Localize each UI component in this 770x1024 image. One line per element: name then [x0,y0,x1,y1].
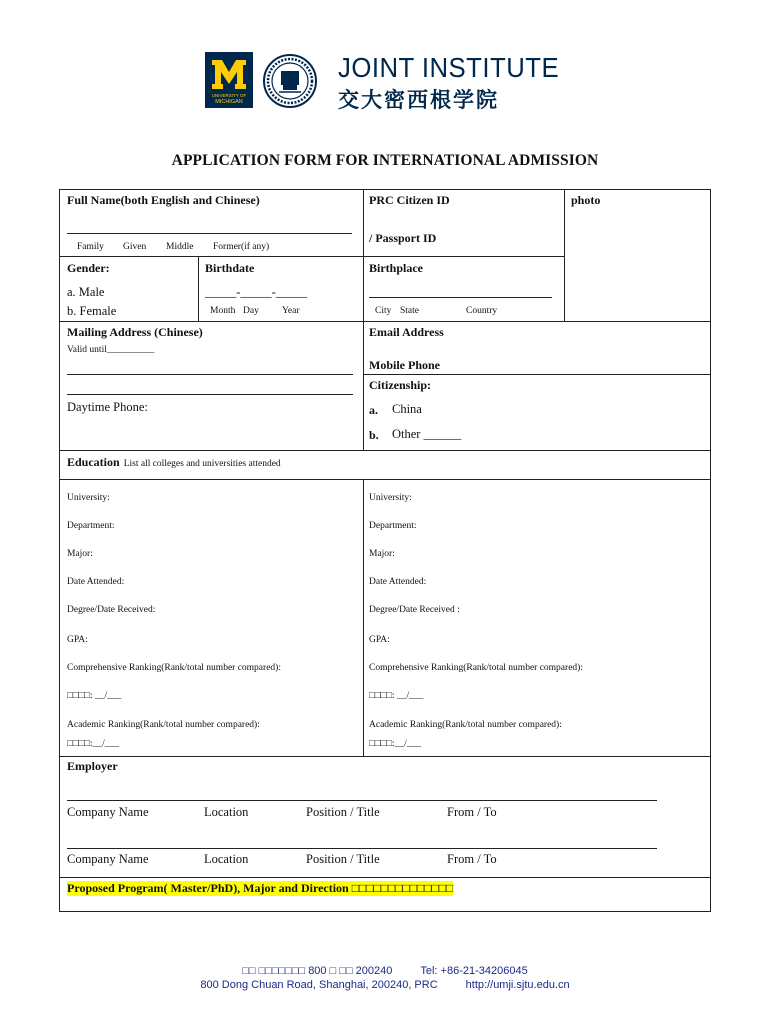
birthdate-field[interactable]: _____-_____-_____ [205,285,308,299]
full-name-label: Full Name(both English and Chinese) [67,193,260,207]
edu-right-major[interactable]: Major: [369,549,395,559]
proposed-program-label[interactable]: Proposed Program( Master/PhD), Major and Direction □□□□□□□□□□□□□□ [67,881,454,895]
employer-2-location: Location [204,852,249,866]
daytime-phone-label: Daytime Phone: [67,400,148,414]
employer-1-location: Location [204,805,249,819]
valid-until-label: Valid until__________ [67,345,155,355]
employer-label: Employer [67,759,118,773]
birthplace-sub-city: City [375,306,392,316]
edu-left-university[interactable]: University: [67,493,110,503]
employer-2-from-to: From / To [447,852,497,866]
education-label: Education [67,455,120,469]
birthdate-sub-month: Month [210,306,236,316]
edu-right-rank-2[interactable]: □□□□:__/___ [369,739,421,749]
employer-1-position: Position / Title [306,805,380,819]
edu-right-comprehensive-ranking[interactable]: Comprehensive Ranking(Rank/total number compared): [369,663,583,673]
svg-text:UNIVERSITY OF: UNIVERSITY OF [211,93,247,98]
birthplace-sub-state: State [400,306,419,316]
svg-text:MICHIGAN: MICHIGAN [215,99,243,105]
prc-citizen-id-label: PRC Citizen ID [369,193,450,207]
sjtu-seal-logo [263,54,317,108]
edu-right-rank-1[interactable]: □□□□: __/___ [369,691,424,701]
photo-label: photo [571,193,601,207]
citizenship-label: Citizenship: [369,378,432,392]
citizenship-option-other[interactable]: Other ______ [392,427,462,441]
mobile-phone-label: Mobile Phone [369,358,440,372]
employer-2-company-name: Company Name [67,852,149,866]
mailing-address-line-1[interactable] [67,374,353,375]
edu-left-rank-2[interactable]: □□□□:__/___ [67,739,119,749]
mailing-address-label: Mailing Address (Chinese) [67,325,203,339]
edu-right-department[interactable]: Department: [369,521,417,531]
employer-line-1[interactable] [67,800,657,801]
gender-option-female[interactable]: b. Female [67,304,117,318]
edu-right-gpa[interactable]: GPA: [369,635,390,645]
birthplace-sub-country: Country [466,306,498,316]
edu-left-date-attended[interactable]: Date Attended: [67,577,125,587]
footer-tel: Tel: +86-21-34206045 [420,965,528,977]
edu-right-degree[interactable]: Degree/Date Received : [369,605,460,615]
gender-label: Gender: [67,261,110,275]
joint-institute-chinese-title: 交大密西根学院 [338,88,499,112]
citizenship-a-mark: a. [369,403,378,417]
citizenship-option-china[interactable]: China [392,402,422,416]
edu-right-academic-ranking[interactable]: Academic Ranking(Rank/total number compared): [369,720,562,730]
employer-line-2[interactable] [67,848,657,849]
edu-left-academic-ranking[interactable]: Academic Ranking(Rank/total number compared): [67,720,260,730]
mailing-address-line-2[interactable] [67,394,353,395]
footer-cn-address: □□ □□□□□□□ 800 □ □□ 200240 [242,965,393,977]
name-sub-given: Given [123,242,147,252]
edu-left-department[interactable]: Department: [67,521,115,531]
footer-line-1 [0,965,770,977]
employer-2-position: Position / Title [306,852,380,866]
edu-left-degree[interactable]: Degree/Date Received: [67,605,156,615]
employer-1-from-to: From / To [447,805,497,819]
edu-left-gpa[interactable]: GPA: [67,635,88,645]
name-sub-middle: Middle [166,242,194,252]
birthdate-label: Birthdate [205,261,255,275]
birthplace-label: Birthplace [369,261,423,275]
edu-right-date-attended[interactable]: Date Attended: [369,577,427,587]
education-header [67,453,281,471]
citizenship-b-mark: b. [369,428,379,442]
employer-1-company-name: Company Name [67,805,149,819]
footer-url[interactable]: http://umji.sjtu.edu.cn [465,979,570,991]
birthdate-sub-day: Day [243,306,259,316]
university-of-michigan-logo [205,52,253,108]
full-name-field[interactable] [67,233,352,234]
education-note: List all colleges and universities attended [123,459,281,469]
edu-left-comprehensive-ranking[interactable]: Comprehensive Ranking(Rank/total number compared): [67,663,281,673]
joint-institute-title: JOINT INSTITUTE [338,52,560,83]
birthplace-field[interactable] [369,297,552,298]
gender-option-male[interactable]: a. Male [67,285,105,299]
form-title: APPLICATION FORM FOR INTERNATIONAL ADMISSION [171,152,599,169]
edu-left-major[interactable]: Major: [67,549,93,559]
edu-left-rank-1[interactable]: □□□□: __/___ [67,691,122,701]
passport-id-label: / Passport ID [369,231,437,245]
edu-right-university[interactable]: University: [369,493,412,503]
name-sub-former: Former(if any) [213,242,270,252]
footer-en-address: 800 Dong Chuan Road, Shanghai, 200240, PRC [200,979,438,991]
name-sub-family: Family [77,242,104,252]
footer-line-2 [0,979,770,991]
email-address-label: Email Address [369,325,444,339]
birthdate-sub-year: Year [282,306,300,316]
